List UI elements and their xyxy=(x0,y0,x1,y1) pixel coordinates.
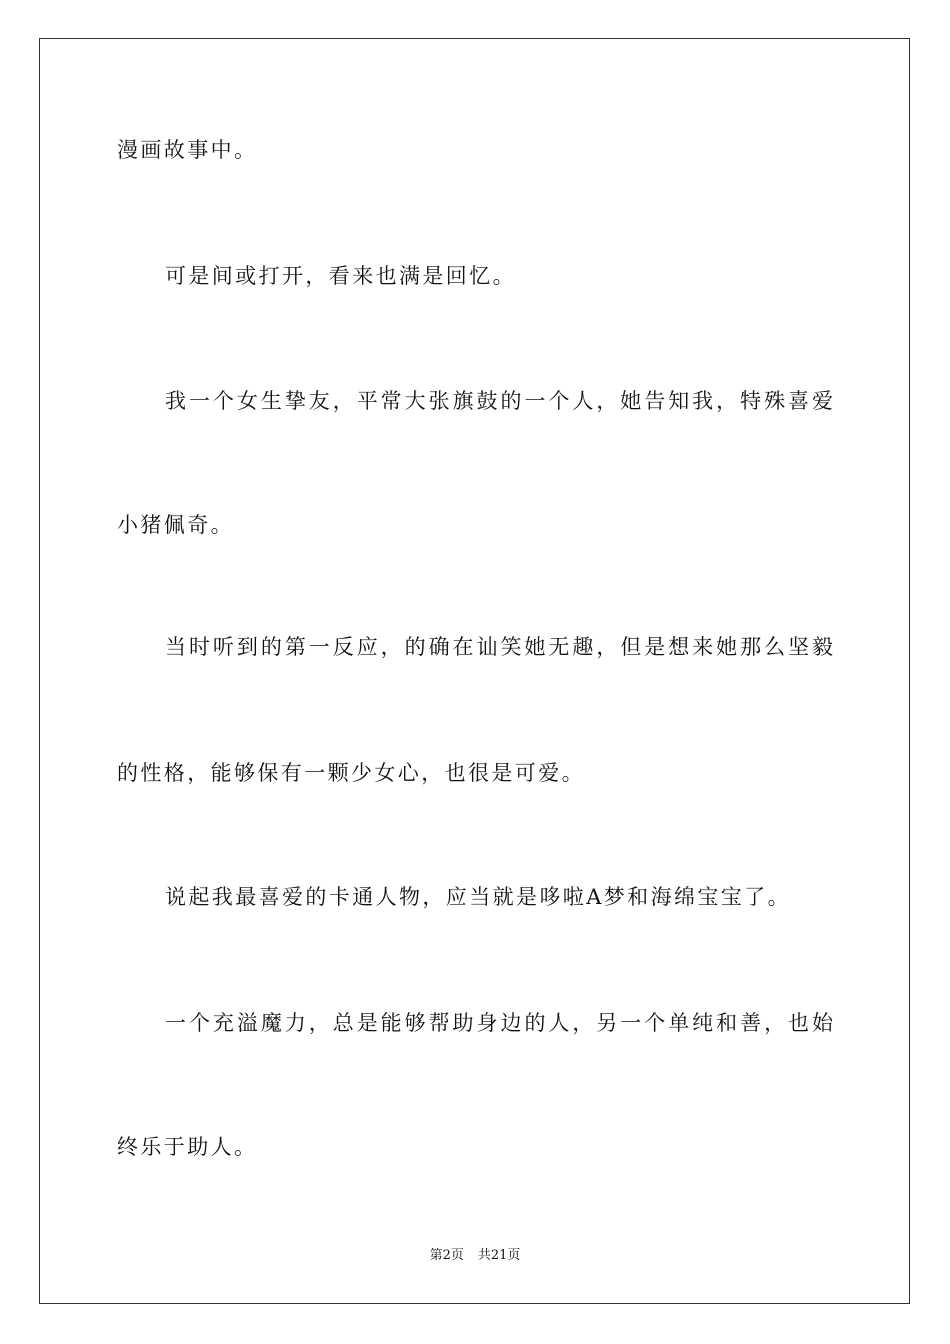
text-line-5: 当时听到的第一反应，的确在讪笑她无趣，但是想来她那么坚毅 xyxy=(165,635,833,659)
text-line-8: 一个充溢魔力，总是能够帮助身边的人，另一个单纯和善，也始 xyxy=(165,1011,833,1035)
text-line-9: 终乐于助人。 xyxy=(117,1135,258,1159)
text-line-1: 漫画故事中。 xyxy=(117,138,258,162)
page-frame xyxy=(39,38,910,1304)
text-line-4: 小猪佩奇。 xyxy=(117,513,234,537)
page-total: 共21页 xyxy=(477,1248,521,1263)
text-line-6: 的性格，能够保有一颗少女心，也很是可爱。 xyxy=(117,761,585,785)
text-line-7: 说起我最喜爱的卡通人物，应当就是哆啦A梦和海绵宝宝了。 xyxy=(165,885,791,909)
text-line-2: 可是间或打开，看来也满是回忆。 xyxy=(165,264,516,288)
text-line-3: 我一个女生挚友，平常大张旗鼓的一个人，她告知我，特殊喜爱 xyxy=(165,389,833,413)
page-footer xyxy=(0,1247,950,1265)
page-number: 第2页 xyxy=(429,1248,464,1263)
